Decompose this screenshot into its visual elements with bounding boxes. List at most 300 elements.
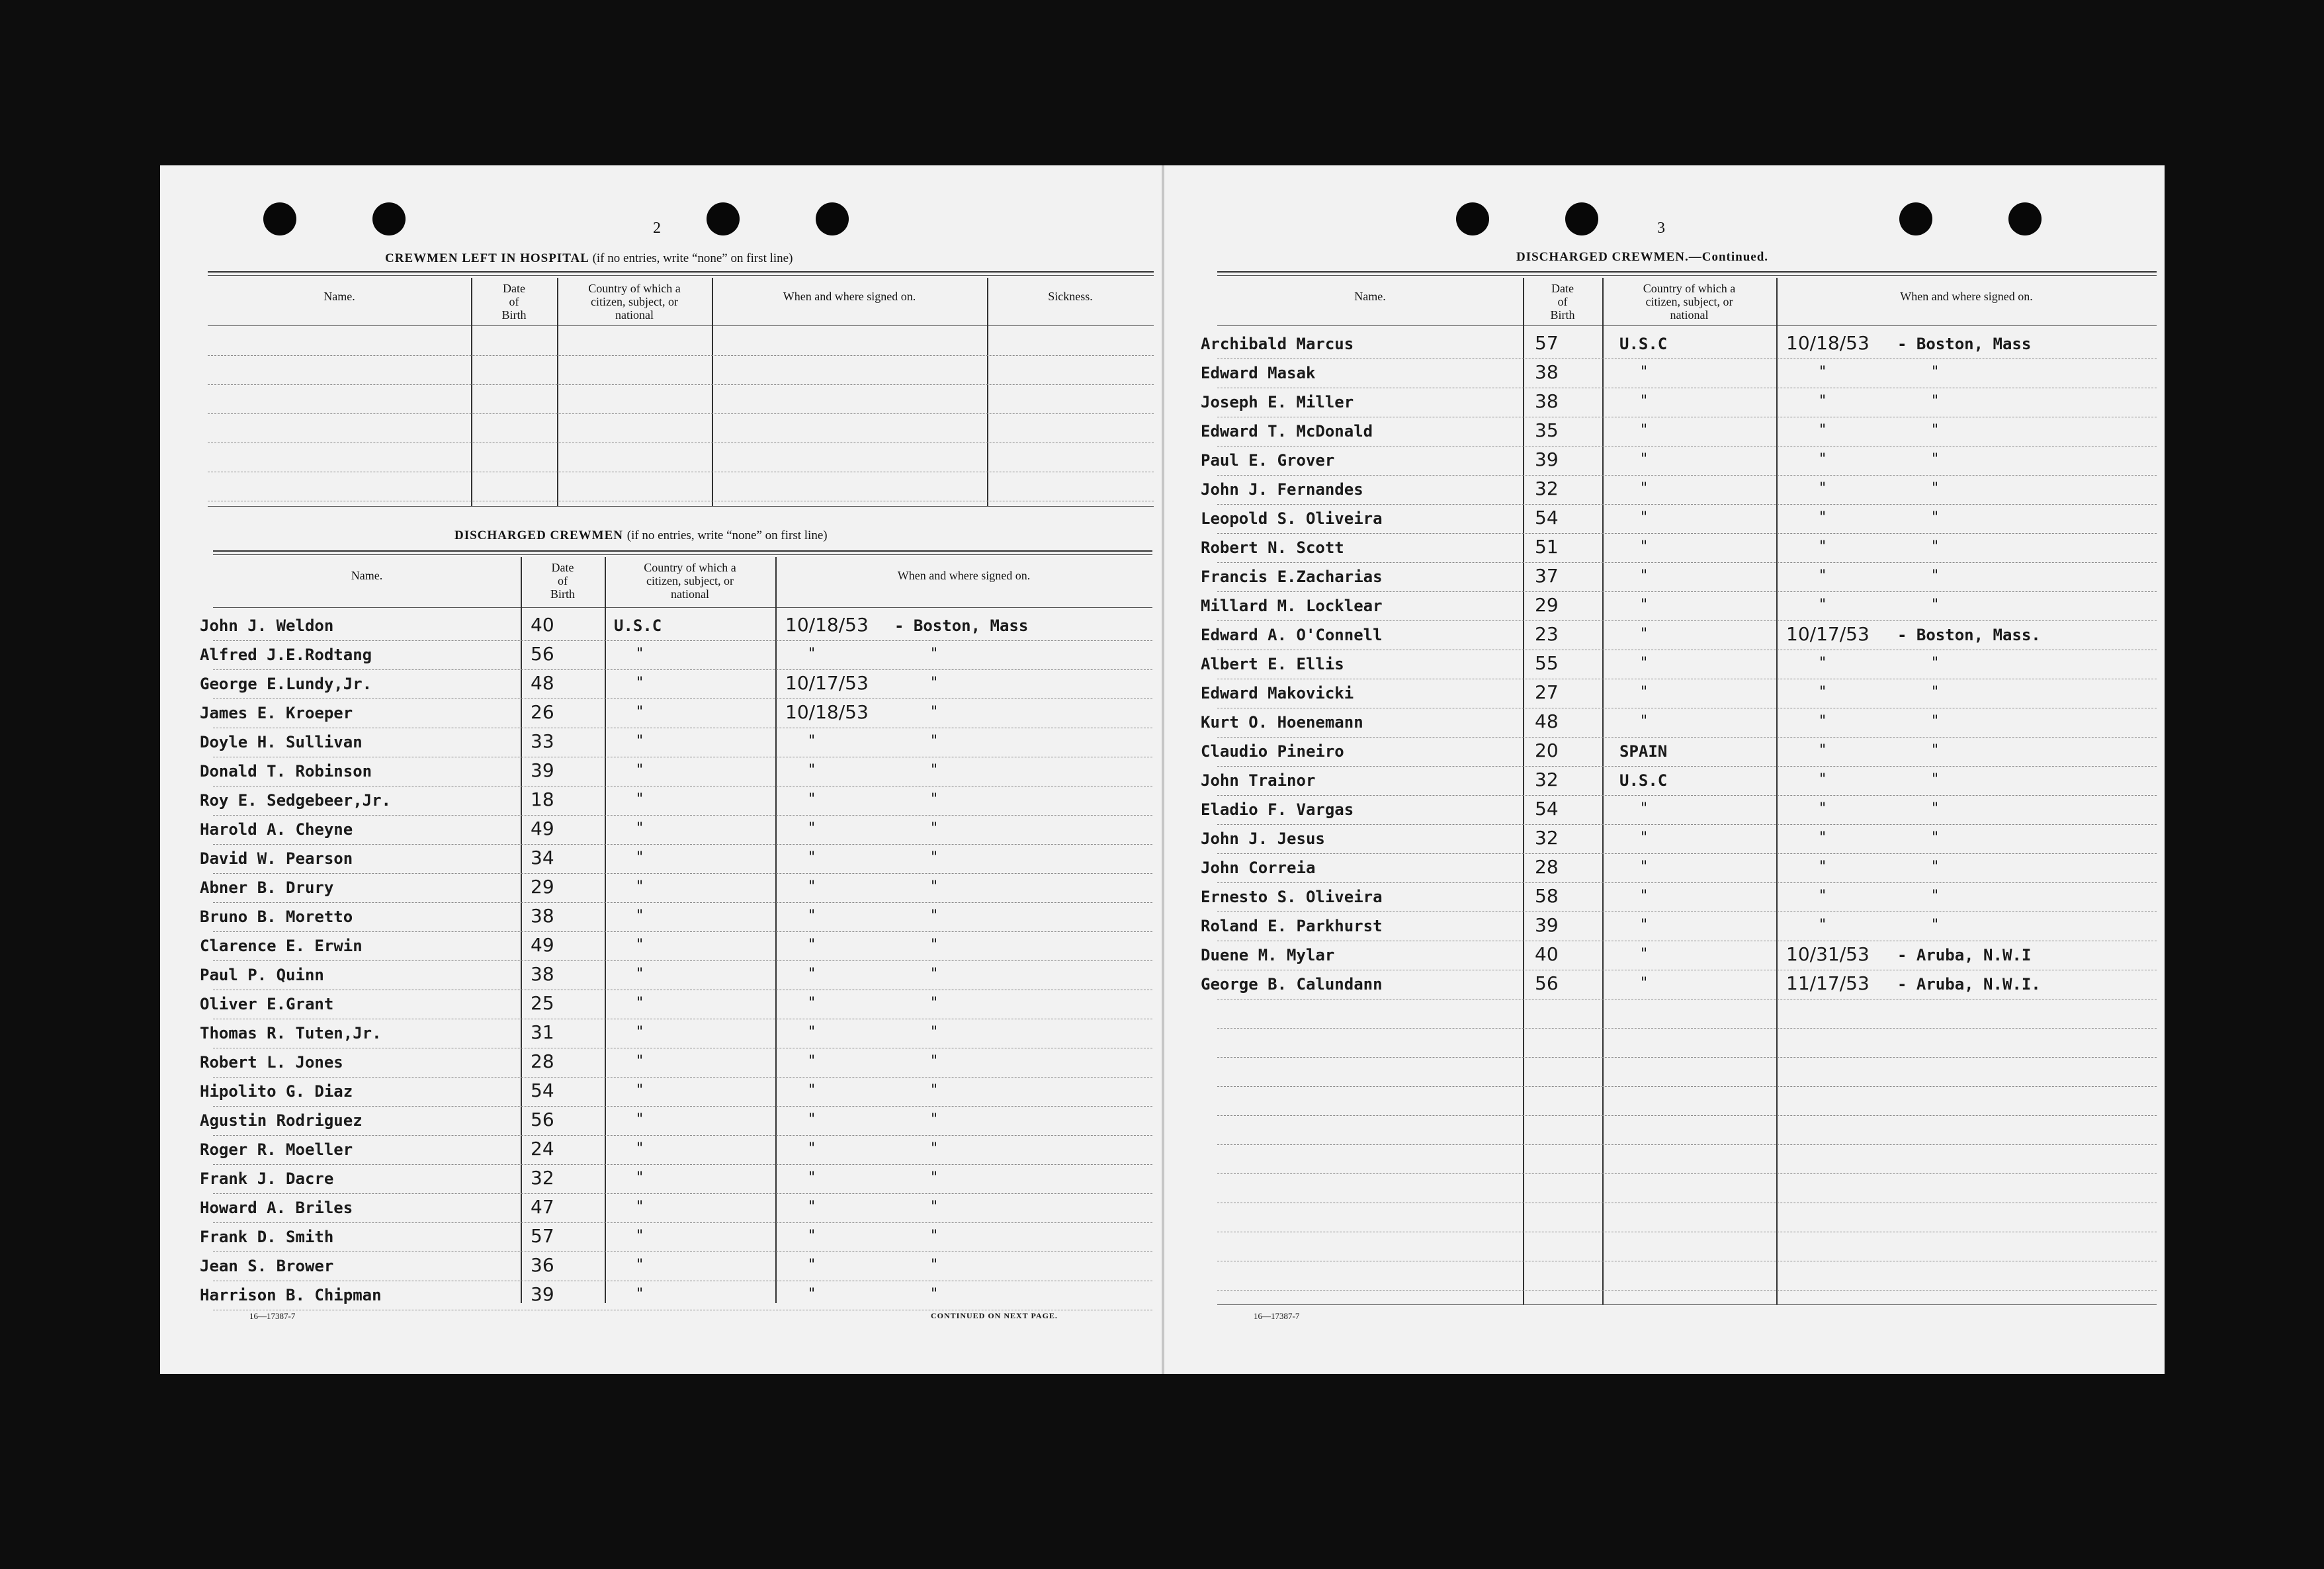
- crew-name: Edward T. McDonald: [1201, 422, 1373, 441]
- column-header: Country of which a citizen, subject, or national: [644, 561, 736, 601]
- signed-place: ": [1932, 829, 1939, 846]
- row-line: [1217, 795, 2157, 796]
- signed-place: ": [931, 1082, 938, 1099]
- row-line: [1217, 737, 2157, 738]
- signed-date: ": [808, 1228, 816, 1244]
- signed-date: ": [808, 1082, 816, 1099]
- row-line: [213, 1222, 1152, 1223]
- crew-name: Alfred J.E.Rodtang: [200, 646, 372, 664]
- signed-date: ": [1819, 422, 1827, 439]
- row-line: [213, 1164, 1152, 1165]
- row-line: [213, 844, 1152, 845]
- signed-place: - Boston, Mass: [894, 616, 1029, 635]
- country: ": [1641, 364, 1648, 380]
- signed-date: ": [808, 646, 816, 662]
- crew-name: Thomas R. Tuten,Jr.: [200, 1024, 382, 1042]
- country: ": [636, 704, 644, 720]
- signed-place: ": [1932, 597, 1939, 613]
- country: ": [636, 1228, 644, 1244]
- birth-year: 32: [1535, 769, 1559, 790]
- birth-year: 38: [531, 963, 554, 985]
- row-line: [1217, 1057, 2157, 1058]
- signed-place: ": [1932, 422, 1939, 439]
- crew-name: Donald T. Robinson: [200, 762, 372, 781]
- birth-year: 24: [531, 1138, 554, 1160]
- birth-year: 40: [531, 614, 554, 636]
- signed-date: ": [1819, 364, 1827, 380]
- signed-place: ": [931, 995, 938, 1011]
- birth-year: 48: [1535, 710, 1559, 732]
- crew-name: Edward Makovicki: [1201, 684, 1354, 702]
- crew-name: George E.Lundy,Jr.: [200, 675, 372, 693]
- signed-date: ": [808, 1111, 816, 1128]
- country: ": [636, 1082, 644, 1099]
- rule: [1217, 325, 2157, 326]
- row-line: [213, 1077, 1152, 1078]
- country: ": [636, 1111, 644, 1128]
- signed-date: ": [808, 762, 816, 779]
- signed-place: ": [931, 1024, 938, 1040]
- column-header: Name.: [323, 290, 355, 303]
- form-number: 16—17387-7: [1254, 1311, 1300, 1321]
- row-line: [213, 1106, 1152, 1107]
- column-header: Name.: [1354, 290, 1386, 303]
- right-page: [1164, 165, 2165, 1374]
- signed-place: ": [1932, 538, 1939, 555]
- country: U.S.C: [614, 616, 662, 635]
- row-line: [1217, 853, 2157, 854]
- rule: [1217, 1304, 2157, 1305]
- signed-place: ": [1932, 771, 1939, 788]
- birth-year: 36: [531, 1254, 554, 1276]
- country: ": [1641, 509, 1648, 526]
- row-line: [213, 931, 1152, 932]
- column-divider: [1602, 278, 1604, 1304]
- row-line: [1217, 1290, 2157, 1291]
- country: ": [636, 995, 644, 1011]
- birth-year: 20: [1535, 740, 1559, 761]
- signed-date: ": [808, 1169, 816, 1186]
- signed-place: ": [931, 820, 938, 837]
- birth-year: 29: [531, 876, 554, 898]
- crew-name: Roy E. Sedgebeer,Jr.: [200, 791, 391, 810]
- signed-place: ": [931, 1228, 938, 1244]
- crew-name: Frank D. Smith: [200, 1228, 334, 1246]
- crew-name: Ernesto S. Oliveira: [1201, 888, 1383, 906]
- punch-hole: [1456, 202, 1489, 235]
- signed-date: 10/18/53: [1786, 332, 1870, 354]
- signed-place: ": [931, 937, 938, 953]
- birth-year: 51: [1535, 536, 1559, 558]
- row-line: [208, 355, 1154, 356]
- country: ": [636, 762, 644, 779]
- country: ": [1641, 946, 1648, 962]
- signed-date: ": [808, 937, 816, 953]
- crew-name: Millard M. Locklear: [1201, 597, 1383, 615]
- country: ": [636, 849, 644, 866]
- signed-date: ": [808, 820, 816, 837]
- crew-name: Frank J. Dacre: [200, 1169, 334, 1188]
- country: ": [636, 1286, 644, 1302]
- signed-place: ": [1932, 713, 1939, 730]
- crew-name: John J. Weldon: [200, 616, 334, 635]
- birth-year: 39: [531, 759, 554, 781]
- column-header: Country of which a citizen, subject, or national: [1643, 282, 1736, 321]
- signed-date: 10/31/53: [1786, 943, 1870, 965]
- signed-place: ": [931, 1199, 938, 1215]
- country: ": [1641, 393, 1648, 409]
- birth-year: 33: [531, 730, 554, 752]
- signed-date: ": [1819, 393, 1827, 409]
- country: ": [1641, 917, 1648, 933]
- signed-place: ": [931, 762, 938, 779]
- discharged-section-title: [454, 529, 828, 543]
- country: SPAIN: [1619, 742, 1668, 761]
- signed-place: ": [931, 1169, 938, 1186]
- crew-name: Howard A. Briles: [200, 1199, 353, 1217]
- signed-place: ": [931, 1140, 938, 1157]
- birth-year: 56: [531, 1109, 554, 1130]
- punch-hole: [816, 202, 849, 235]
- birth-year: 54: [1535, 507, 1559, 529]
- birth-year: 28: [531, 1050, 554, 1072]
- crew-name: Archibald Marcus: [1201, 335, 1354, 353]
- crew-name: Clarence E. Erwin: [200, 937, 363, 955]
- signed-place: ": [1932, 684, 1939, 700]
- column-header: Sickness.: [1048, 290, 1093, 303]
- crew-name: John J. Fernandes: [1201, 480, 1363, 499]
- left-page: [160, 165, 1164, 1374]
- signed-place: ": [931, 849, 938, 866]
- signed-date: ": [1819, 742, 1827, 759]
- country: ": [1641, 829, 1648, 846]
- crew-name: Bruno B. Moretto: [200, 908, 353, 926]
- rule: [208, 271, 1154, 273]
- crew-name: Joseph E. Miller: [1201, 393, 1354, 411]
- crew-name: James E. Kroeper: [200, 704, 353, 722]
- discharged-continued-title: DISCHARGED CREWMEN.—Continued.: [1516, 250, 1769, 264]
- rule: [213, 550, 1152, 552]
- birth-year: 56: [531, 643, 554, 665]
- birth-year: 57: [531, 1225, 554, 1247]
- rule: [1217, 275, 2157, 276]
- crew-name: John Correia: [1201, 859, 1316, 877]
- row-line: [213, 960, 1152, 961]
- country: ": [636, 675, 644, 691]
- signed-date: 11/17/53: [1786, 972, 1870, 994]
- row-line: [208, 413, 1154, 414]
- crew-name: Robert L. Jones: [200, 1053, 343, 1072]
- column-header: Date of Birth: [501, 282, 527, 321]
- punch-hole: [707, 202, 740, 235]
- signed-place: ": [1932, 917, 1939, 933]
- signed-place: ": [1932, 859, 1939, 875]
- punch-hole: [1899, 202, 1932, 235]
- country: ": [636, 1199, 644, 1215]
- signed-date: ": [1819, 888, 1827, 904]
- country: ": [1641, 684, 1648, 700]
- signed-place: ": [1932, 393, 1939, 409]
- signed-date: ": [808, 1257, 816, 1273]
- birth-year: 18: [531, 788, 554, 810]
- rule: [213, 607, 1152, 608]
- row-line: [213, 669, 1152, 670]
- birth-year: 49: [531, 818, 554, 839]
- signed-place: ": [1932, 742, 1939, 759]
- country: ": [636, 937, 644, 953]
- row-line: [1217, 562, 2157, 563]
- crew-name: Oliver E.Grant: [200, 995, 334, 1013]
- signed-date: 10/18/53: [785, 614, 869, 636]
- signed-date: ": [808, 1199, 816, 1215]
- signed-date: ": [808, 1053, 816, 1070]
- rule: [208, 506, 1154, 507]
- country: ": [1641, 975, 1648, 992]
- column-header: Name.: [351, 569, 383, 582]
- signed-date: ": [808, 878, 816, 895]
- punch-hole: [2008, 202, 2042, 235]
- row-line: [1217, 475, 2157, 476]
- crew-name: David W. Pearson: [200, 849, 353, 868]
- signed-date: ": [808, 1140, 816, 1157]
- crew-name: Paul P. Quinn: [200, 966, 324, 984]
- country: ": [636, 908, 644, 924]
- signed-date: ": [1819, 917, 1827, 933]
- column-header: When and where signed on.: [1900, 290, 2033, 303]
- rule: [1217, 271, 2157, 273]
- signed-date: ": [1819, 480, 1827, 497]
- birth-year: 49: [531, 934, 554, 956]
- signed-date: ": [1819, 509, 1827, 526]
- signed-place: ": [1932, 888, 1939, 904]
- crew-name: Robert N. Scott: [1201, 538, 1344, 557]
- signed-place: ": [1932, 655, 1939, 671]
- row-line: [213, 1135, 1152, 1136]
- signed-place: ": [931, 1111, 938, 1128]
- discharged-title-note: (if no entries, write “none” on first line): [626, 529, 828, 542]
- country: ": [636, 1169, 644, 1186]
- crew-name: George B. Calundann: [1201, 975, 1383, 994]
- birth-year: 28: [1535, 856, 1559, 878]
- signed-place: - Aruba, N.W.I: [1897, 946, 2032, 964]
- signed-place: ": [931, 1286, 938, 1302]
- country: ": [1641, 713, 1648, 730]
- birth-year: 32: [1535, 478, 1559, 499]
- row-line: [213, 815, 1152, 816]
- birth-year: 25: [531, 992, 554, 1014]
- row-line: [1217, 1028, 2157, 1029]
- signed-date: ": [808, 1024, 816, 1040]
- signed-date: ": [808, 966, 816, 982]
- signed-date: ": [1819, 713, 1827, 730]
- signed-date: 10/17/53: [1786, 623, 1870, 645]
- signed-date: ": [808, 908, 816, 924]
- signed-place: ": [1932, 451, 1939, 468]
- crew-name: Roger R. Moeller: [200, 1140, 353, 1159]
- column-divider: [1776, 278, 1778, 1304]
- crew-name: Doyle H. Sullivan: [200, 733, 363, 751]
- birth-year: 35: [1535, 419, 1559, 441]
- country: ": [1641, 451, 1648, 468]
- row-line: [1217, 1173, 2157, 1174]
- signed-date: ": [1819, 568, 1827, 584]
- signed-place: ": [931, 704, 938, 720]
- birth-year: 55: [1535, 652, 1559, 674]
- birth-year: 48: [531, 672, 554, 694]
- rule: [213, 554, 1152, 555]
- birth-year: 37: [1535, 565, 1559, 587]
- country: ": [636, 1140, 644, 1157]
- signed-place: ": [931, 966, 938, 982]
- column-header: Country of which a citizen, subject, or national: [588, 282, 681, 321]
- crew-name: Edward Masak: [1201, 364, 1316, 382]
- row-line: [1217, 620, 2157, 621]
- page-number: 3: [1657, 220, 1665, 237]
- signed-date: ": [1819, 684, 1827, 700]
- country: U.S.C: [1619, 335, 1668, 353]
- signed-date: ": [808, 995, 816, 1011]
- row-line: [1217, 824, 2157, 825]
- signed-place: ": [931, 646, 938, 662]
- column-header: Date of Birth: [550, 561, 575, 601]
- signed-date: ": [1819, 800, 1827, 817]
- signed-date: ": [808, 849, 816, 866]
- punch-hole: [1565, 202, 1598, 235]
- signed-place: ": [931, 1053, 938, 1070]
- country: ": [636, 733, 644, 749]
- country: ": [1641, 422, 1648, 439]
- punch-hole: [372, 202, 406, 235]
- column-header: Date of Birth: [1550, 282, 1575, 321]
- crew-name: Kurt O. Hoenemann: [1201, 713, 1363, 732]
- crew-name: John Trainor: [1201, 771, 1316, 790]
- birth-year: 38: [1535, 361, 1559, 383]
- signed-place: ": [931, 791, 938, 808]
- crew-name: Harrison B. Chipman: [200, 1286, 382, 1304]
- birth-year: 56: [1535, 972, 1559, 994]
- birth-year: 47: [531, 1196, 554, 1218]
- birth-year: 23: [1535, 623, 1559, 645]
- crew-name: Hipolito G. Diaz: [200, 1082, 353, 1101]
- birth-year: 32: [1535, 827, 1559, 849]
- country: ": [636, 791, 644, 808]
- row-line: [1217, 766, 2157, 767]
- punch-hole: [263, 202, 296, 235]
- signed-date: ": [1819, 771, 1827, 788]
- rule: [208, 325, 1154, 326]
- country: ": [1641, 568, 1648, 584]
- country: ": [636, 1257, 644, 1273]
- form-number: 16—17387-7: [249, 1311, 296, 1321]
- column-header: When and where signed on.: [783, 290, 916, 303]
- row-line: [1217, 882, 2157, 883]
- signed-date: ": [1819, 451, 1827, 468]
- birth-year: 39: [1535, 914, 1559, 936]
- signed-date: ": [1819, 829, 1827, 846]
- country: ": [1641, 800, 1648, 817]
- country: ": [636, 878, 644, 895]
- signed-place: ": [931, 675, 938, 691]
- birth-year: 39: [531, 1283, 554, 1305]
- signed-date: ": [808, 733, 816, 749]
- column-divider: [1523, 278, 1524, 1304]
- birth-year: 54: [1535, 798, 1559, 820]
- country: ": [1641, 655, 1648, 671]
- birth-year: 54: [531, 1080, 554, 1101]
- rule: [208, 275, 1154, 276]
- signed-place: ": [931, 878, 938, 895]
- hospital-section-title: [385, 251, 793, 266]
- country: ": [1641, 597, 1648, 613]
- signed-place: ": [1932, 800, 1939, 817]
- signed-date: ": [1819, 597, 1827, 613]
- signed-date: 10/17/53: [785, 672, 869, 694]
- hospital-title-note: (if no entries, write “none” on first line): [592, 251, 793, 265]
- signed-place: - Boston, Mass: [1897, 335, 2032, 353]
- country: ": [1641, 888, 1648, 904]
- country: ": [636, 646, 644, 662]
- row-line: [1217, 504, 2157, 505]
- country: ": [636, 966, 644, 982]
- country: ": [636, 1053, 644, 1070]
- birth-year: 32: [531, 1167, 554, 1189]
- signed-place: ": [931, 733, 938, 749]
- country: ": [1641, 859, 1648, 875]
- crew-name: Albert E. Ellis: [1201, 655, 1344, 673]
- row-line: [1217, 1144, 2157, 1145]
- signed-date: ": [808, 791, 816, 808]
- crew-name: John J. Jesus: [1201, 829, 1325, 848]
- crew-name: Jean S. Brower: [200, 1257, 334, 1275]
- country: ": [1641, 538, 1648, 555]
- row-line: [1217, 1115, 2157, 1116]
- crew-name: Abner B. Drury: [200, 878, 334, 897]
- row-line: [213, 640, 1152, 641]
- birth-year: 38: [1535, 390, 1559, 412]
- birth-year: 31: [531, 1021, 554, 1043]
- birth-year: 38: [531, 905, 554, 927]
- crew-name: Francis E.Zacharias: [1201, 568, 1383, 586]
- signed-place: ": [931, 1257, 938, 1273]
- signed-place: ": [1932, 480, 1939, 497]
- crew-name: Eladio F. Vargas: [1201, 800, 1354, 819]
- signed-place: ": [931, 908, 938, 924]
- signed-place: ": [1932, 568, 1939, 584]
- signed-place: - Boston, Mass.: [1897, 626, 2041, 644]
- signed-date: ": [1819, 538, 1827, 555]
- birth-year: 57: [1535, 332, 1559, 354]
- signed-place: ": [1932, 509, 1939, 526]
- country: ": [636, 1024, 644, 1040]
- birth-year: 26: [531, 701, 554, 723]
- signed-place: - Aruba, N.W.I.: [1897, 975, 2041, 994]
- signed-date: ": [1819, 859, 1827, 875]
- country: ": [1641, 480, 1648, 497]
- crew-name: Duene M. Mylar: [1201, 946, 1335, 964]
- row-line: [1217, 533, 2157, 534]
- birth-year: 58: [1535, 885, 1559, 907]
- hospital-title-text: CREWMEN LEFT IN HOSPITAL: [385, 251, 589, 265]
- row-line: [1217, 1086, 2157, 1087]
- birth-year: 29: [1535, 594, 1559, 616]
- row-line: [213, 1193, 1152, 1194]
- signed-place: ": [1932, 364, 1939, 380]
- crew-name: Harold A. Cheyne: [200, 820, 353, 839]
- row-line: [213, 902, 1152, 903]
- discharged-title-text: DISCHARGED CREWMEN: [454, 529, 623, 542]
- page-number: 2: [653, 220, 661, 237]
- birth-year: 40: [1535, 943, 1559, 965]
